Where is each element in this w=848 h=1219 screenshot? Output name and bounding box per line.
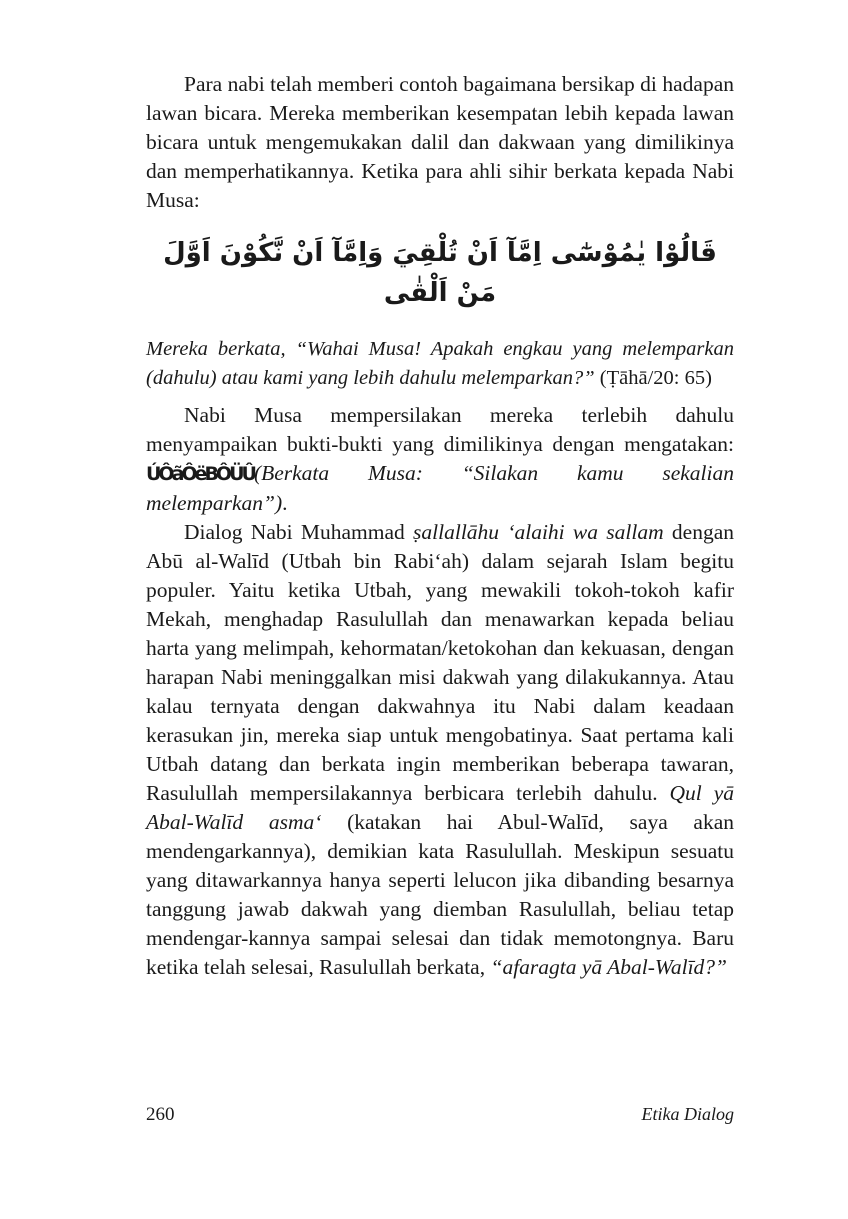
- arabic-quote: Qul yā Abal-Walīd asma‘: [146, 781, 734, 834]
- arabic-verse: قَالُوْا يٰمُوْسٰٓى اِمَّآ اَنْ تُلْقِيَ وَاِمَّآ اَنْ نَّكُوْنَ اَوَّلَ مَنْ اَلْقٰى: [163, 238, 717, 308]
- paragraph-3-start: Dialog Nabi Muhammad: [184, 520, 414, 544]
- closing-quote: “afaragta yā Abal-Walīd?”: [490, 955, 728, 979]
- verse-reference: (Ṭāhā/20: 65): [594, 367, 712, 389]
- page-number: 260: [146, 1104, 175, 1125]
- paragraph-2-end: .: [282, 491, 288, 515]
- translation-text: Mereka berkata, “Wahai Musa! Apakah engkau yang melemparkan (dahulu) atau kami yang lebih dahulu melemparkan?”: [146, 338, 734, 389]
- salawat-text: ṣallallāhu ‘alaihi wa sallam: [413, 520, 664, 544]
- paragraph-3-continuation: (katakan hai Abul-Walīd, saya akan mendengarkannya), demikian kata Rasulullah. Meskipun sesuatu yang ditawarkannya hanya seperti lelucon jika dibanding besarnya tanggung jawab dakwah yang diemban Rasulullah, beliau tetap mendengar-kannya sampai selesai dan tidak memotongnya. Baru ketika telah selesai, Rasulullah berkata,: [146, 810, 735, 979]
- page-body: [146, 70, 734, 982]
- paragraph-2-text: Nabi Musa mempersilakan mereka terlebih dahulu menyampaikan bukti-bukti yang dimilikinya dengan mengatakan:: [146, 403, 734, 456]
- paragraph-3-middle: dengan Abū al-Walīd (Utbah bin Rabi‘ah) dalam sejarah Islam begitu populer. Yaitu ketika Utbah, yang mewakili tokoh-tokoh kafir Mekah, menghadap Rasulullah dan menawarkan kepada beliau harta yang melimpah, kehormatan/ketokohan dan kekuasan, dengan harapan Nabi meninggalkan misi dakwah yang dilakukannya. Atau kalau ternyata dengan dakwahnya itu Nabi dalam keadaan kerasukan jin, mereka siap untuk mengobatinya. Saat pertama kali Utbah datang dan berkata ingin memberikan beberapa tawaran, Rasulullah mempersilakannya berbicara terlebih dahulu.: [146, 520, 734, 805]
- paragraph-3: [146, 518, 734, 982]
- running-title: Etika Dialog: [641, 1104, 734, 1124]
- paragraph-1: Para nabi telah memberi contoh bagaimana bersikap di hadapan lawan bicara. Mereka memberikan kesempatan lebih kepada lawan bicara untuk mengemukakan dalil dan dakwaan yang dimilikinya dan memperhatikannya. Ketika para ahli sihir berkata kepada Nabi Musa:: [146, 72, 734, 212]
- paragraph-2-italic: (Berkata Musa: “Silakan kamu sekalian melemparkan”): [146, 461, 734, 515]
- garbled-arabic-glyphs: ÚÔãÔëBÔÜÛ: [146, 463, 254, 485]
- paragraph-2: [146, 401, 734, 518]
- verse-translation: [146, 335, 734, 393]
